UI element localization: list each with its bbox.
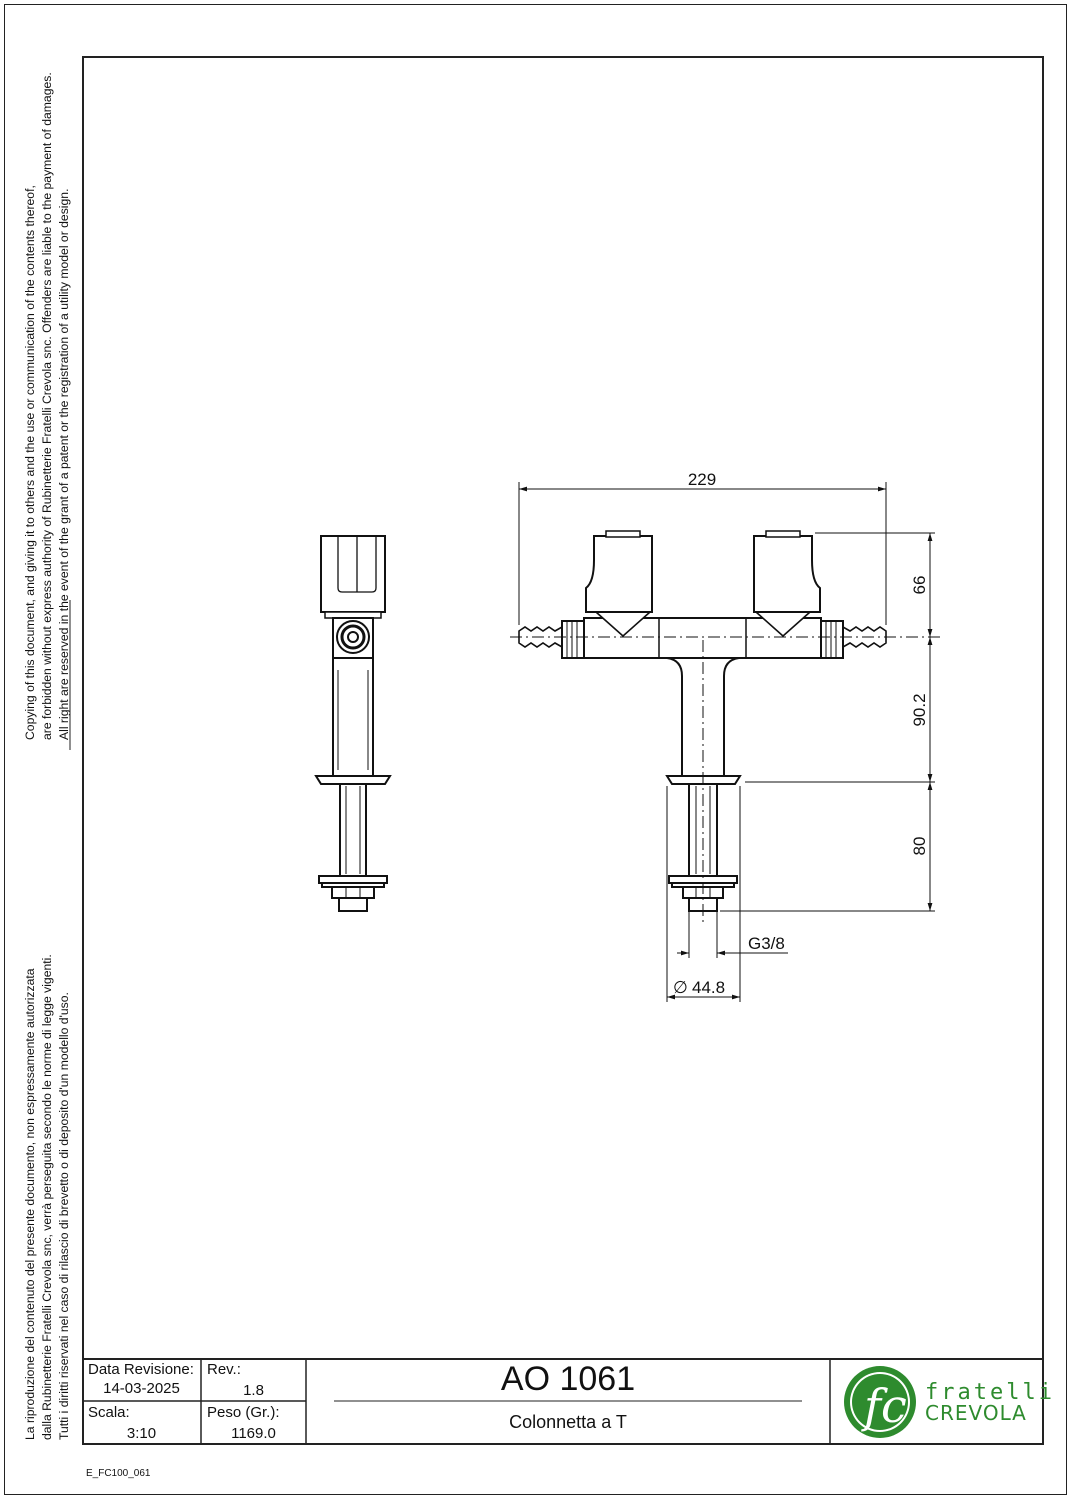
rev-value: 1.8 (243, 1382, 264, 1399)
weight-label: Peso (Gr.): (207, 1404, 280, 1421)
revision-date-value: 14-03-2025 (103, 1380, 180, 1397)
file-code: E_FC100_061 (86, 1468, 151, 1479)
dimension-thread: G3/8 (748, 934, 785, 953)
company-logo (830, 1358, 1055, 1445)
weight-value: 1169.0 (231, 1425, 276, 1442)
scale-value: 3:10 (126, 1425, 157, 1442)
description-cell (306, 1401, 830, 1445)
notice-line: dalla Rubinetterie Fratelli Crevola snc, verrà perseguita secondo le norme di legge vigenti. (40, 954, 54, 1440)
notice-line: La riproduzione del contenuto del presente documento, non espressamente autorizzata (23, 968, 37, 1440)
notice-line: Tutti i diritti riservati nel caso di rilascio di brevetto o di deposito d'un modello d'uso. (57, 992, 71, 1440)
product-description: Colonnetta a T (509, 1412, 627, 1432)
rev-cell (201, 1358, 306, 1401)
revision-date-label: Data Revisione: (88, 1361, 194, 1378)
side-view (316, 536, 390, 911)
notice-line: are forbidden without express authority of Rubinetterie Fratelli Crevola snc. Offenders are liable to the payment of damages. (40, 72, 54, 740)
code-cell (306, 1358, 830, 1401)
revision-date-cell (82, 1358, 201, 1401)
diameter-symbol: ∅ (673, 978, 688, 997)
title-block (82, 1358, 1055, 1445)
scale-label: Scala: (88, 1404, 130, 1421)
notice-line: All right are reserved in the event of the grant of a patent or the registration of a utility model or design. (57, 188, 71, 740)
dimension-shank-length: 80 (910, 836, 929, 856)
logo-word-fratelli: fratelli (925, 1380, 1055, 1405)
dimension-flange-diameter: 44.8 (692, 978, 726, 997)
dimension-body-height: 90.2 (910, 693, 929, 727)
dimension-handle-height: 66 (910, 575, 929, 595)
product-code: AO 1061 (500, 1360, 636, 1398)
logo-monogram: fc (864, 1379, 907, 1433)
dimension-lines (519, 482, 935, 1002)
rev-label: Rev.: (207, 1361, 241, 1378)
weight-cell (201, 1401, 306, 1445)
notice-line: Copying of this document, and giving it to others and the use or communication of the contents thereof, (23, 185, 37, 740)
scale-cell (82, 1401, 201, 1445)
logo-word-crevola: CREVOLA (925, 1401, 1027, 1425)
dimension-width: 229 (687, 470, 717, 489)
